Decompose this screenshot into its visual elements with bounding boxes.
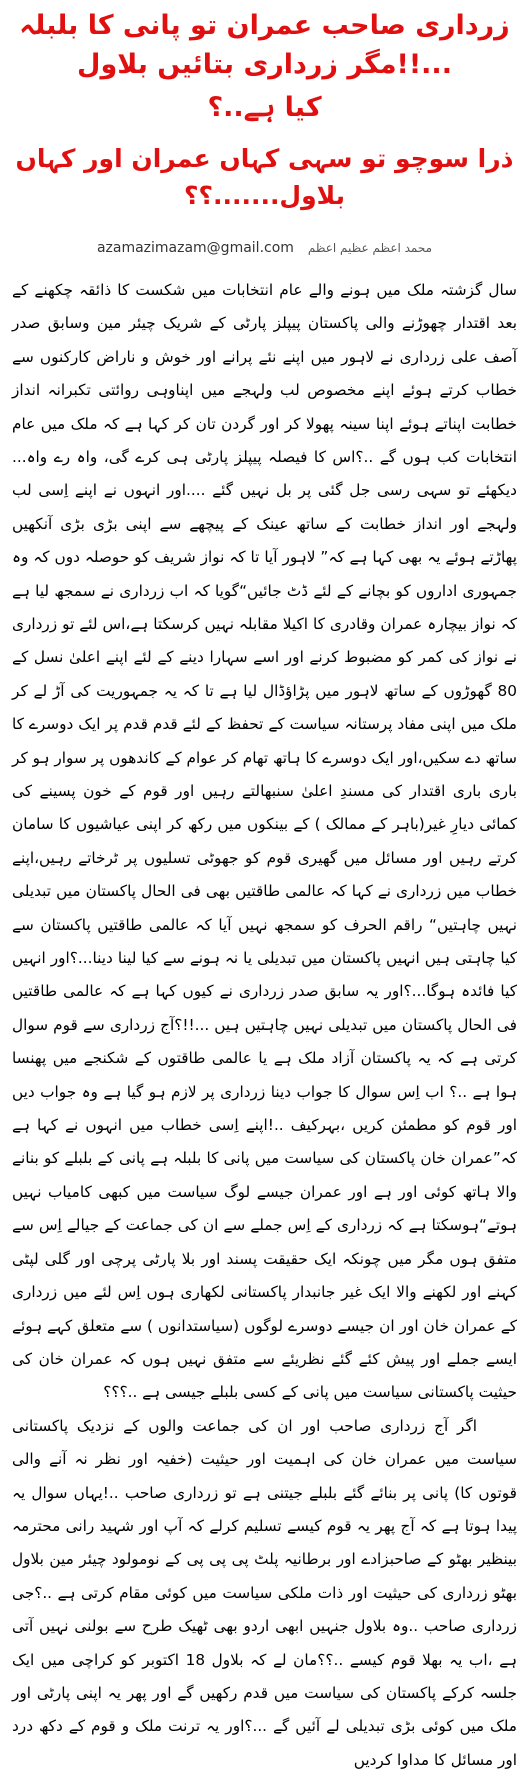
author-email: azamazimazam@gmail.com — [96, 239, 294, 256]
headline-line-3: ذرا سوچو تو سہی کہاں عمران اور کہاں بلاول.......؟؟ — [15, 144, 514, 210]
article-headline — [12, 6, 517, 214]
headline-line-1: زرداری صاحب عمران تو پانی کا بلبلہ ...!!مگر زرداری بتائیں بلاول — [19, 10, 510, 81]
headline-line-2: کیا ہے..؟ — [207, 92, 322, 124]
author-name: محمد اعظم عظیم اعظم — [307, 240, 433, 255]
article-paragraph: اگر آج زرداری صاحب اور ان کی جماعت والوں کے نزدیک پاکستانی سیاست میں عمران خان کی اہمیت اور حیثیت (خفیہ اور نظر نہ آنے والی قوتوں کا) پانی پر بنائے گئے بلبلے جیتنی ہے تو زرداری صاحب ..!یہاں سوال یہ پیدا ہوتا ہے کہ آج پھر یہ قوم کیسے تسلیم کرلے کہ آپ اور شہید رانی محترمہ بینظیر بھٹو کے صاحبزادے اور برطانیہ پلٹ پی پی پی کے نومولود چیئر مین بلاول بھٹو زرداری کی حیثیت اور ذات ملکی سیاست میں کوئی مقام کرتی ہے ..؟جی زرداری صاحب ..وہ بلاول جنہیں ابھی اردو بھی ٹھیک طرح سے بولنی نہیں آتی ہے ،اب یہ بھلا قوم کیسے ..؟؟مان لے کہ بلاول 18 اکتوبر کو کراچی میں ایک جلسہ کرکے پاکستان کی سیاست میں قدم رکھیں گے اور پھر یہ اپنی پارٹی اور ملک میں کوئی بڑی تبدیلی لے آئیں گے ...؟اور یہ ترنت ملک و قوم کے دکھ درد اور مسائل کا مداوا کردیں — [12, 1416, 518, 1769]
article-body — [12, 274, 517, 1777]
byline — [12, 240, 517, 256]
article-paragraph: سال گزشتہ ملک میں ہونے والے عام انتخابات میں شکست کا ذائقہ چکھنے کے بعد اقتدار چھوڑنے والی پاکستان پیپلز پارٹی کے شریک چیئر مین وسابق صدر آصف علی زرداری نے لاہور میں اپنے نئے پرانے اور خوش و ناراض کارکنوں سے خطاب کرتے ہوئے اپنے مخصوص لب ولہجے میں اپناوہی روائتی تکبرانہ انداز خطابت اپناتے ہوئے اپنا سینہ پھولا کر اور گردن تان کر کہا ہے کہ ملک میں عام انتخابات کب ہوں گے ..؟اس کا فیصلہ پیپلز پارٹی ہی کرے گی، واہ رے واہ... دیکھئے تو سہی رسی جل گئی پر بل نہیں گئے ....اور انہوں نے اپنے اِسی لب ولہجے اور انداز خطابت کے ساتھ عینک کے پیچھے سے اپنی بڑی بڑی آنکھیں پھاڑتے ہوئے یہ بھی کہا ہے کہ” لاہور آیا تا کہ نواز شریف کو حوصلہ دوں کہ وہ جمہوری اداروں کو بچانے کے لئے ڈٹ جائیں“گویا کہ اب زرداری نے سمجھ لیا ہے کہ نواز بیچارہ عمران وقادری کا اکیلا مقابلہ نہیں کرسکتا ہے،اس لئے تو زرداری نے نواز کی کمر کو مضبوط کرنے اور اسے سہارا دینے کے لئے اپنے اعلیٰ نسل کے 80 گھوڑوں کے ساتھ لاہور میں پڑاؤڈال لیا ہے تا کہ یہ جمہوریت کی آڑ لے کر ملک میں اپنی مفاد پرستانہ سیاست کے تحفظ کے لئے قدم قدم پر ایک دوسرے کا ساتھ دے سکیں،اور ایک دوسرے کا ہاتھ تھام کر عوام کے کاندھوں پر سوار ہو کر باری باری اقتدار کی مسندِ اعلیٰ سنبھالتے رہیں اور قوم کے خون پسینے کی کمائی دیارِ غیر(باہر کے ممالک ) کے بینکوں میں رکھ کر اپنی عیاشیوں کا سامان کرتے رہیں اور مسائل میں گھیری قوم کو جھوٹی تسلیوں پر ٹرخاتے رہیں،اپنے خطاب میں زرداری نے کہا کہ عالمی طاقتیں بھی فی الحال پاکستان میں تبدیلی نہیں چاہتیں“ راقم الحرف کو سمجھ نہیں آیا کہ عالمی طاقتیں پاکستان سے کیا چاہتی ہیں انہیں پاکستان میں تبدیلی یا نہ ہونے سے کیا لینا دینا...؟اور انہیں کیا فائدہ ہوگا...؟اور یہ سابق صدر زرداری نے کیوں کہا ہے کہ عالمی طاقتیں فی الحال پاکستان میں تبدیلی نہیں چاہتیں ہیں ...!!؟آج زرداری سے قوم سوال کرتی ہے کہ یہ پاکستان آزاد ملک ہے یا عالمی طاقتوں کے شکنجے میں پھنسا ہوا ہے ..؟ اب اِس سوال کا جواب دینا زرداری پر لازم ہو گیا ہے وہ جواب دیں اور قوم کو مطمئن کریں ،بہرکیف ..!اپنے اِسی خطاب میں انہوں نے کہا ہے کہ”عمران خان پاکستان کی سیاست میں پانی کا بلبلہ ہے پانی کے بلبلے کو بنانے والا ہاتھ کوئی اور ہے اور عمران جیسے لوگ سیاست میں کبھی کامیاب نہیں ہوتے“ہوسکتا ہے کہ زرداری کے اِس جملے سے ان کی جماعت کے جیالے اِس سے متفق ہوں مگر میں چونکہ ایک حقیقت پسند اور بلا پارٹی پرچی اور گلی لپٹی کہنے اور لکھنے والا ایک غیر جانبدار پاکستانی لکھاری ہوں اِس لئے میں زرداری کے عمران خان اور ان جیسے دوسرے لوگوں (سیاستدانوں ) سے متعلق کہے ہوئے ایسے جملے اور پیش کئے گئے نظریئے سے متفق نہیں ہوں کہ عمران خان کی حیثیت پاکستانی سیاست میں پانی کے کسی بلبلے جیسی ہے ..؟؟؟ — [12, 280, 517, 1402]
